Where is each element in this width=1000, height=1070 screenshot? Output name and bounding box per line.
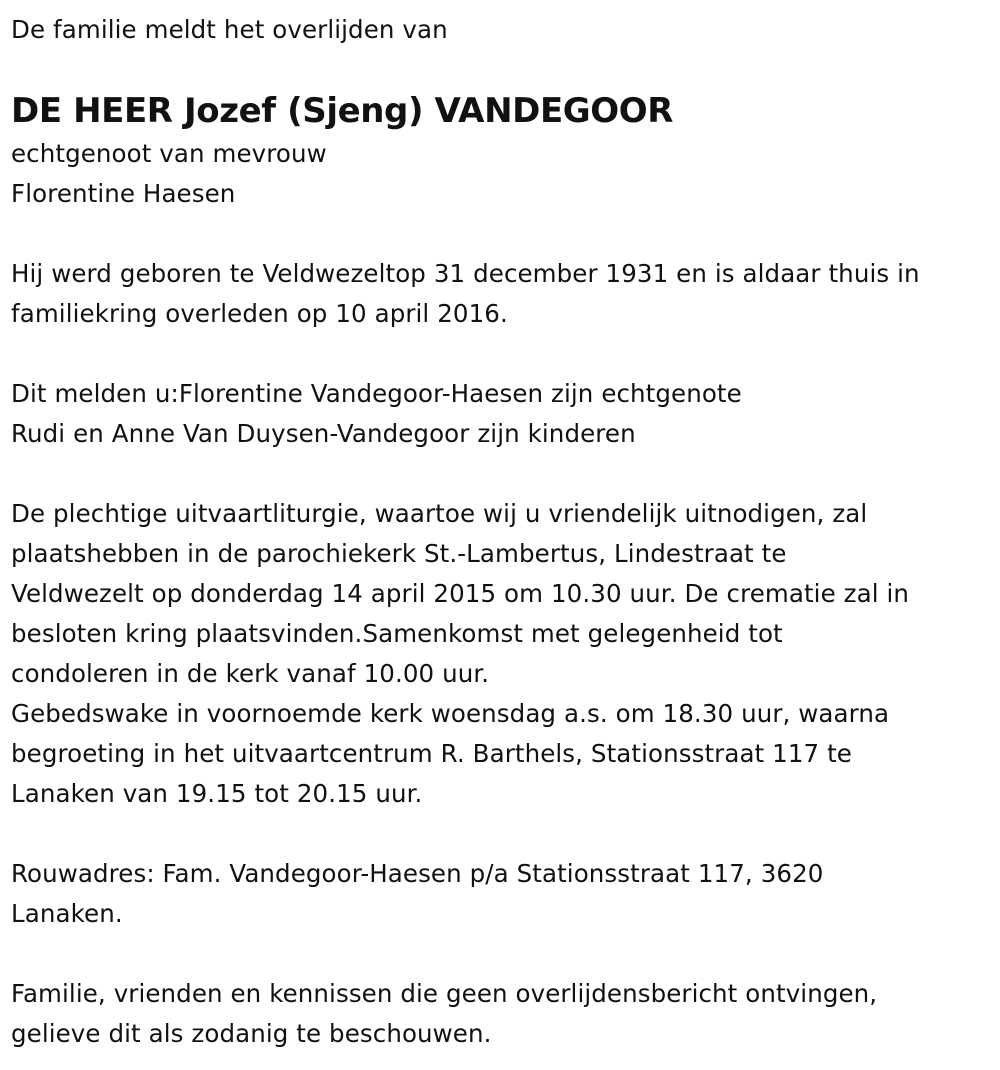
text-line: Veldwezelt op donderdag 14 april 2015 om 10.30 uur. De crematie zal in: [11, 579, 910, 608]
spouse-line: echtgenoot van mevrouw: [11, 139, 327, 168]
spouse-section: [11, 134, 988, 214]
text-line: plaatshebben in de parochiekerk St.-Lambertus, Lindestraat te: [11, 539, 787, 568]
paragraph-gap: [11, 934, 988, 974]
address-paragraph: [11, 854, 988, 934]
paragraph-gap: [11, 334, 988, 374]
text-line: Rudi en Anne Van Duysen-Vandegoor zijn kinderen: [11, 419, 636, 448]
ceremony-paragraph: [11, 494, 988, 814]
intro-line: De familie meldt het overlijden van: [11, 15, 448, 44]
text-line: Hij werd geboren te Veldwezeltop 31 december 1931 en is aldaar thuis in: [11, 259, 920, 288]
text-line: Gebedswake in voornoemde kerk woensdag a.s. om 18.30 uur, waarna: [11, 699, 890, 728]
text-line: condoleren in de kerk vanaf 10.00 uur.: [11, 659, 490, 688]
text-line: Familie, vrienden en kennissen die geen overlijdensbericht ontvingen,: [11, 979, 878, 1008]
text-line: begroeting in het uitvaartcentrum R. Barthels, Stationsstraat 117 te: [11, 739, 852, 768]
birth-death-paragraph: [11, 254, 988, 334]
text-line: De plechtige uitvaartliturgie, waartoe wij u vriendelijk uitnodigen, zal: [11, 499, 868, 528]
text-line: Lanaken.: [11, 899, 123, 928]
announcers-paragraph: [11, 374, 988, 454]
text-line: Dit melden u:Florentine Vandegoor-Haesen zijn echtgenote: [11, 379, 742, 408]
spouse-name-line: Florentine Haesen: [11, 179, 236, 208]
deceased-name: DE HEER Jozef (Sjeng) VANDEGOOR: [11, 91, 674, 131]
text-line: Lanaken van 19.15 tot 20.15 uur.: [11, 779, 423, 808]
text-line: gelieve dit als zodanig te beschouwen.: [11, 1019, 492, 1048]
text-line: familiekring overleden op 10 april 2016.: [11, 299, 508, 328]
paragraph-gap: [11, 214, 988, 254]
paragraph-gap: [11, 454, 988, 494]
closing-paragraph: [11, 974, 988, 1054]
paragraph-gap: [11, 814, 988, 854]
text-line: besloten kring plaatsvinden.Samenkomst met gelegenheid tot: [11, 619, 783, 648]
text-line: Rouwadres: Fam. Vandegoor-Haesen p/a Stationsstraat 117, 3620: [11, 859, 824, 888]
